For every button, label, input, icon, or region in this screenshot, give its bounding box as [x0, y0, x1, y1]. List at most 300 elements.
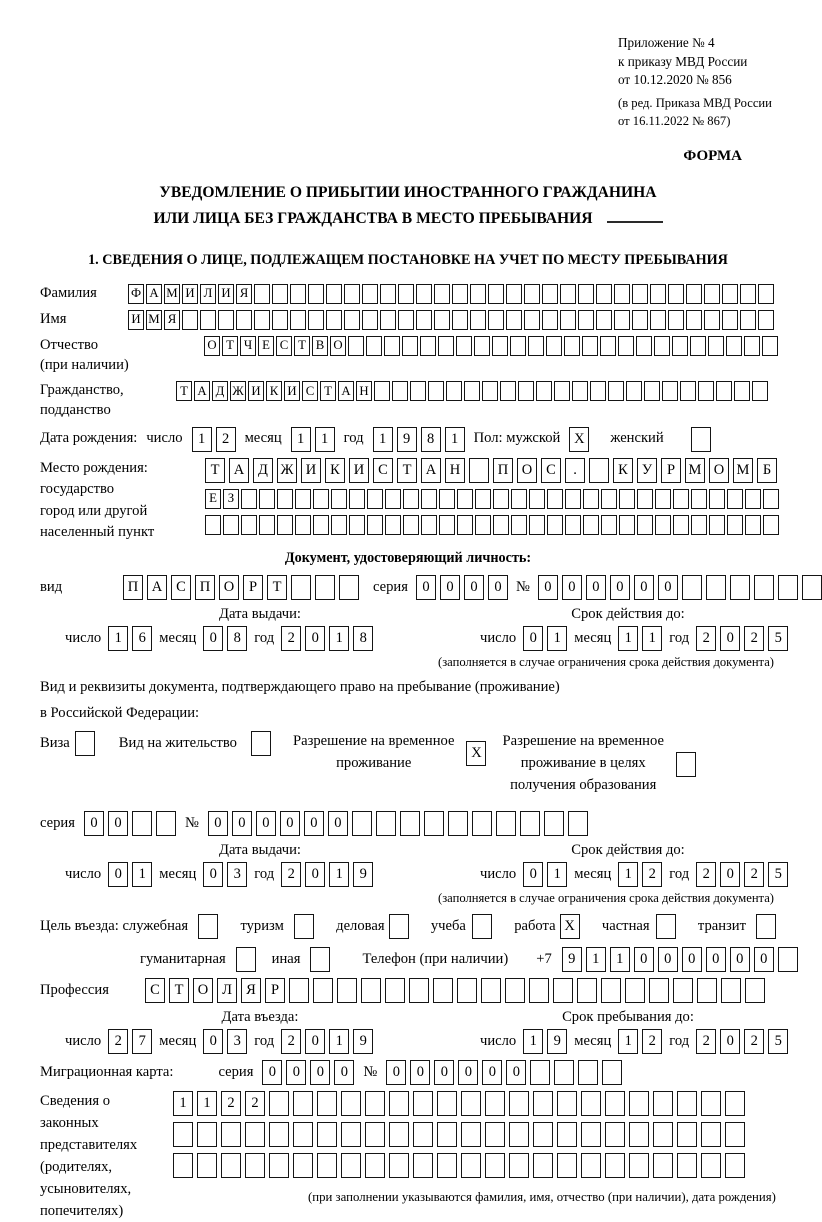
char-cell[interactable]: 1 [108, 626, 128, 651]
char-cell[interactable]: 2 [744, 626, 764, 651]
char-cell[interactable] [492, 336, 508, 356]
patronymic-cells[interactable] [204, 336, 778, 356]
char-cell[interactable]: 2 [744, 1029, 764, 1054]
char-cell[interactable] [533, 1091, 553, 1116]
char-cell[interactable] [251, 731, 271, 756]
char-cell[interactable]: Р [661, 458, 681, 483]
char-cell[interactable] [437, 1091, 457, 1116]
char-cell[interactable] [608, 381, 624, 401]
char-cell[interactable] [528, 336, 544, 356]
char-cell[interactable] [673, 978, 693, 1003]
char-cell[interactable] [269, 1153, 289, 1178]
char-cell[interactable] [625, 978, 645, 1003]
char-cell[interactable]: 1 [329, 626, 349, 651]
char-cell[interactable]: Е [258, 336, 274, 356]
char-cell[interactable]: Т [320, 381, 336, 401]
char-cell[interactable]: 0 [634, 947, 654, 972]
char-cell[interactable]: 0 [208, 811, 228, 836]
char-cell[interactable] [398, 284, 414, 304]
char-cell[interactable] [596, 310, 612, 330]
purpose-work-checkbox[interactable] [560, 914, 580, 939]
char-cell[interactable]: С [145, 978, 165, 1003]
char-cell[interactable] [758, 284, 774, 304]
char-cell[interactable] [254, 310, 270, 330]
char-cell[interactable] [744, 336, 760, 356]
char-cell[interactable]: 0 [334, 1060, 354, 1085]
char-cell[interactable] [706, 575, 726, 600]
char-cell[interactable] [618, 336, 634, 356]
char-cell[interactable] [605, 1122, 625, 1147]
char-cell[interactable]: 5 [768, 626, 788, 651]
char-cell[interactable] [565, 515, 581, 535]
char-cell[interactable]: 0 [305, 862, 325, 887]
char-cell[interactable] [727, 515, 743, 535]
char-cell[interactable]: И [182, 284, 198, 304]
char-cell[interactable]: 9 [353, 1029, 373, 1054]
res-issue-month-cells[interactable] [203, 862, 247, 887]
char-cell[interactable]: 1 [610, 947, 630, 972]
doc-valid-year-cells[interactable] [696, 626, 788, 651]
char-cell[interactable] [619, 489, 635, 509]
stay-year-cells[interactable] [696, 1029, 788, 1054]
char-cell[interactable]: И [284, 381, 300, 401]
char-cell[interactable] [313, 978, 333, 1003]
char-cell[interactable] [581, 1122, 601, 1147]
char-cell[interactable] [691, 427, 711, 452]
char-cell[interactable] [637, 515, 653, 535]
char-cell[interactable] [413, 1091, 433, 1116]
char-cell[interactable]: 0 [610, 575, 630, 600]
char-cell[interactable]: О [709, 458, 729, 483]
char-cell[interactable] [509, 1091, 529, 1116]
char-cell[interactable]: 0 [706, 947, 726, 972]
char-cell[interactable] [530, 1060, 550, 1085]
char-cell[interactable] [259, 489, 275, 509]
char-cell[interactable] [295, 489, 311, 509]
birth-day-cells[interactable] [192, 427, 236, 452]
char-cell[interactable] [726, 336, 742, 356]
char-cell[interactable] [637, 489, 653, 509]
char-cell[interactable]: 0 [658, 575, 678, 600]
doc-type-cells[interactable] [123, 575, 359, 600]
res-issue-day-cells[interactable] [108, 862, 152, 887]
sex-female-checkbox[interactable] [691, 427, 711, 452]
char-cell[interactable] [241, 489, 257, 509]
char-cell[interactable] [590, 381, 606, 401]
char-cell[interactable] [493, 489, 509, 509]
char-cell[interactable]: И [349, 458, 369, 483]
char-cell[interactable] [505, 978, 525, 1003]
char-cell[interactable] [376, 811, 396, 836]
char-cell[interactable] [511, 515, 527, 535]
char-cell[interactable] [485, 1122, 505, 1147]
char-cell[interactable]: Л [217, 978, 237, 1003]
char-cell[interactable] [554, 381, 570, 401]
char-cell[interactable]: 1 [547, 626, 567, 651]
char-cell[interactable] [446, 381, 462, 401]
char-cell[interactable] [236, 947, 256, 972]
char-cell[interactable]: А [146, 284, 162, 304]
char-cell[interactable] [367, 515, 383, 535]
char-cell[interactable]: 0 [658, 947, 678, 972]
char-cell[interactable] [389, 1091, 409, 1116]
char-cell[interactable]: X [466, 741, 486, 766]
char-cell[interactable] [452, 284, 468, 304]
char-cell[interactable] [668, 310, 684, 330]
char-cell[interactable] [745, 978, 765, 1003]
char-cell[interactable]: 2 [642, 1029, 662, 1054]
char-cell[interactable] [223, 515, 239, 535]
char-cell[interactable] [424, 811, 444, 836]
char-cell[interactable] [676, 752, 696, 777]
char-cell[interactable] [509, 1153, 529, 1178]
char-cell[interactable] [698, 381, 714, 401]
char-cell[interactable] [331, 515, 347, 535]
char-cell[interactable] [200, 310, 216, 330]
char-cell[interactable] [475, 489, 491, 509]
char-cell[interactable]: 0 [203, 862, 223, 887]
char-cell[interactable] [763, 489, 779, 509]
char-cell[interactable] [367, 489, 383, 509]
char-cell[interactable]: 2 [281, 626, 301, 651]
char-cell[interactable]: Б [757, 458, 777, 483]
char-cell[interactable] [506, 284, 522, 304]
char-cell[interactable]: 8 [421, 427, 441, 452]
citizenship-cells[interactable] [176, 381, 768, 401]
char-cell[interactable] [269, 1122, 289, 1147]
char-cell[interactable] [673, 489, 689, 509]
purpose-other-checkbox[interactable] [310, 947, 330, 972]
char-cell[interactable] [754, 575, 774, 600]
char-cell[interactable]: 0 [386, 1060, 406, 1085]
char-cell[interactable] [457, 515, 473, 535]
char-cell[interactable] [649, 978, 669, 1003]
char-cell[interactable]: О [204, 336, 220, 356]
char-cell[interactable]: Т [267, 575, 287, 600]
char-cell[interactable] [434, 284, 450, 304]
char-cell[interactable] [398, 310, 414, 330]
char-cell[interactable] [456, 336, 472, 356]
char-cell[interactable]: 0 [464, 575, 484, 600]
char-cell[interactable] [317, 1091, 337, 1116]
char-cell[interactable] [680, 381, 696, 401]
legal-cells-row1[interactable] [173, 1091, 776, 1116]
char-cell[interactable] [365, 1122, 385, 1147]
char-cell[interactable] [701, 1091, 721, 1116]
res-valid-day-cells[interactable] [523, 862, 567, 887]
char-cell[interactable]: С [276, 336, 292, 356]
char-cell[interactable] [697, 978, 717, 1003]
char-cell[interactable] [481, 978, 501, 1003]
char-cell[interactable]: П [123, 575, 143, 600]
char-cell[interactable] [672, 336, 688, 356]
char-cell[interactable] [313, 515, 329, 535]
char-cell[interactable] [182, 310, 198, 330]
char-cell[interactable]: 1 [192, 427, 212, 452]
char-cell[interactable] [500, 381, 516, 401]
char-cell[interactable]: С [171, 575, 191, 600]
char-cell[interactable] [725, 1153, 745, 1178]
doc-issue-day-cells[interactable] [108, 626, 152, 651]
char-cell[interactable]: Я [164, 310, 180, 330]
char-cell[interactable] [636, 336, 652, 356]
char-cell[interactable] [197, 1153, 217, 1178]
char-cell[interactable] [308, 284, 324, 304]
char-cell[interactable] [662, 381, 678, 401]
char-cell[interactable] [762, 336, 778, 356]
char-cell[interactable] [293, 1122, 313, 1147]
char-cell[interactable] [704, 284, 720, 304]
char-cell[interactable] [589, 458, 609, 483]
char-cell[interactable]: А [194, 381, 210, 401]
profession-cells[interactable] [145, 978, 765, 1003]
stay-day-cells[interactable] [523, 1029, 567, 1054]
char-cell[interactable]: 0 [488, 575, 508, 600]
char-cell[interactable] [290, 284, 306, 304]
char-cell[interactable] [291, 575, 311, 600]
char-cell[interactable]: Т [294, 336, 310, 356]
char-cell[interactable] [581, 1091, 601, 1116]
char-cell[interactable] [758, 310, 774, 330]
birthplace-cells-row2[interactable] [205, 489, 779, 509]
char-cell[interactable]: О [330, 336, 346, 356]
char-cell[interactable]: И [128, 310, 144, 330]
char-cell[interactable] [691, 515, 707, 535]
char-cell[interactable]: 1 [291, 427, 311, 452]
stay-month-cells[interactable] [618, 1029, 662, 1054]
char-cell[interactable] [485, 1153, 505, 1178]
char-cell[interactable]: К [325, 458, 345, 483]
char-cell[interactable]: 0 [754, 947, 774, 972]
purpose-official-checkbox[interactable] [198, 914, 218, 939]
char-cell[interactable] [475, 515, 491, 535]
char-cell[interactable] [464, 381, 480, 401]
char-cell[interactable] [629, 1122, 649, 1147]
char-cell[interactable] [677, 1122, 697, 1147]
char-cell[interactable] [315, 575, 335, 600]
char-cell[interactable] [374, 381, 390, 401]
char-cell[interactable]: И [301, 458, 321, 483]
char-cell[interactable] [601, 515, 617, 535]
char-cell[interactable] [600, 336, 616, 356]
char-cell[interactable] [218, 310, 234, 330]
char-cell[interactable]: 0 [482, 1060, 502, 1085]
char-cell[interactable] [560, 310, 576, 330]
char-cell[interactable]: 9 [397, 427, 417, 452]
char-cell[interactable] [727, 489, 743, 509]
char-cell[interactable] [294, 914, 314, 939]
char-cell[interactable]: 0 [108, 811, 128, 836]
char-cell[interactable] [457, 489, 473, 509]
char-cell[interactable]: 1 [315, 427, 335, 452]
char-cell[interactable] [428, 381, 444, 401]
char-cell[interactable]: С [373, 458, 393, 483]
char-cell[interactable] [650, 284, 666, 304]
legal-cells-row2[interactable] [173, 1122, 776, 1147]
char-cell[interactable] [493, 515, 509, 535]
char-cell[interactable] [547, 515, 563, 535]
char-cell[interactable]: 9 [562, 947, 582, 972]
name-cells[interactable] [128, 310, 774, 330]
char-cell[interactable]: 8 [227, 626, 247, 651]
char-cell[interactable] [730, 575, 750, 600]
char-cell[interactable] [277, 489, 293, 509]
char-cell[interactable]: 8 [353, 626, 373, 651]
char-cell[interactable]: 2 [281, 1029, 301, 1054]
char-cell[interactable] [380, 284, 396, 304]
char-cell[interactable]: 0 [305, 1029, 325, 1054]
char-cell[interactable] [686, 310, 702, 330]
char-cell[interactable] [763, 515, 779, 535]
char-cell[interactable] [708, 336, 724, 356]
char-cell[interactable] [413, 1153, 433, 1178]
char-cell[interactable] [474, 336, 490, 356]
char-cell[interactable] [461, 1122, 481, 1147]
char-cell[interactable] [677, 1153, 697, 1178]
char-cell[interactable] [317, 1153, 337, 1178]
res-number-cells[interactable] [208, 811, 588, 836]
char-cell[interactable] [581, 1153, 601, 1178]
char-cell[interactable] [392, 381, 408, 401]
birthplace-cells-row1[interactable] [205, 458, 779, 483]
mig-number-cells[interactable] [386, 1060, 622, 1085]
char-cell[interactable] [524, 284, 540, 304]
legal-cells-row3[interactable] [173, 1153, 776, 1178]
char-cell[interactable] [496, 811, 516, 836]
char-cell[interactable] [205, 515, 221, 535]
char-cell[interactable]: 1 [329, 1029, 349, 1054]
char-cell[interactable] [197, 1122, 217, 1147]
char-cell[interactable] [518, 381, 534, 401]
char-cell[interactable] [400, 811, 420, 836]
char-cell[interactable] [198, 914, 218, 939]
char-cell[interactable] [690, 336, 706, 356]
char-cell[interactable]: К [266, 381, 282, 401]
char-cell[interactable] [614, 310, 630, 330]
char-cell[interactable]: X [569, 427, 589, 452]
char-cell[interactable]: Ж [277, 458, 297, 483]
birthplace-cells-row3[interactable] [205, 515, 779, 535]
doc-issue-year-cells[interactable] [281, 626, 373, 651]
doc-valid-day-cells[interactable] [523, 626, 567, 651]
purpose-private-checkbox[interactable] [656, 914, 676, 939]
char-cell[interactable]: 0 [286, 1060, 306, 1085]
char-cell[interactable] [461, 1091, 481, 1116]
char-cell[interactable]: 0 [523, 862, 543, 887]
char-cell[interactable] [308, 310, 324, 330]
char-cell[interactable] [626, 381, 642, 401]
char-cell[interactable] [293, 1091, 313, 1116]
char-cell[interactable] [605, 1153, 625, 1178]
char-cell[interactable] [293, 1153, 313, 1178]
char-cell[interactable]: А [338, 381, 354, 401]
char-cell[interactable] [385, 489, 401, 509]
temp-residence-edu-checkbox[interactable] [676, 752, 696, 777]
char-cell[interactable]: 1 [173, 1091, 193, 1116]
char-cell[interactable] [362, 310, 378, 330]
char-cell[interactable]: 0 [506, 1060, 526, 1085]
char-cell[interactable] [557, 1153, 577, 1178]
char-cell[interactable] [339, 575, 359, 600]
char-cell[interactable] [553, 978, 573, 1003]
char-cell[interactable] [520, 811, 540, 836]
char-cell[interactable] [326, 284, 342, 304]
char-cell[interactable]: 2 [696, 862, 716, 887]
char-cell[interactable] [752, 381, 768, 401]
char-cell[interactable] [677, 1091, 697, 1116]
char-cell[interactable]: К [613, 458, 633, 483]
char-cell[interactable] [313, 489, 329, 509]
char-cell[interactable]: Т [169, 978, 189, 1003]
entry-day-cells[interactable] [108, 1029, 152, 1054]
char-cell[interactable] [709, 489, 725, 509]
char-cell[interactable] [469, 458, 489, 483]
char-cell[interactable] [554, 1060, 574, 1085]
char-cell[interactable] [529, 489, 545, 509]
char-cell[interactable] [602, 1060, 622, 1085]
char-cell[interactable] [722, 284, 738, 304]
char-cell[interactable] [577, 978, 597, 1003]
char-cell[interactable]: П [195, 575, 215, 600]
char-cell[interactable] [578, 1060, 598, 1085]
char-cell[interactable] [654, 336, 670, 356]
char-cell[interactable] [362, 284, 378, 304]
char-cell[interactable]: 0 [458, 1060, 478, 1085]
res-valid-month-cells[interactable] [618, 862, 662, 887]
char-cell[interactable] [380, 310, 396, 330]
char-cell[interactable]: 9 [547, 1029, 567, 1054]
char-cell[interactable]: Л [200, 284, 216, 304]
char-cell[interactable] [344, 310, 360, 330]
char-cell[interactable] [709, 515, 725, 535]
char-cell[interactable]: 6 [132, 626, 152, 651]
char-cell[interactable] [272, 284, 288, 304]
char-cell[interactable] [472, 811, 492, 836]
char-cell[interactable] [290, 310, 306, 330]
char-cell[interactable]: 1 [586, 947, 606, 972]
char-cell[interactable]: Т [205, 458, 225, 483]
char-cell[interactable] [632, 310, 648, 330]
char-cell[interactable] [365, 1091, 385, 1116]
char-cell[interactable] [470, 284, 486, 304]
char-cell[interactable] [704, 310, 720, 330]
char-cell[interactable] [341, 1091, 361, 1116]
char-cell[interactable] [221, 1153, 241, 1178]
char-cell[interactable] [344, 284, 360, 304]
char-cell[interactable] [416, 310, 432, 330]
char-cell[interactable] [509, 1122, 529, 1147]
char-cell[interactable] [653, 1122, 673, 1147]
temp-residence-checkbox[interactable] [466, 741, 486, 766]
purpose-tourism-checkbox[interactable] [294, 914, 314, 939]
char-cell[interactable] [582, 336, 598, 356]
doc-number-cells[interactable] [538, 575, 822, 600]
char-cell[interactable] [409, 978, 429, 1003]
char-cell[interactable]: С [302, 381, 318, 401]
char-cell[interactable] [365, 1153, 385, 1178]
char-cell[interactable]: 5 [768, 1029, 788, 1054]
char-cell[interactable] [740, 284, 756, 304]
char-cell[interactable]: 0 [203, 1029, 223, 1054]
char-cell[interactable] [361, 978, 381, 1003]
char-cell[interactable]: 2 [216, 427, 236, 452]
char-cell[interactable]: 1 [197, 1091, 217, 1116]
char-cell[interactable] [403, 489, 419, 509]
char-cell[interactable] [655, 515, 671, 535]
char-cell[interactable] [310, 947, 330, 972]
char-cell[interactable]: О [219, 575, 239, 600]
char-cell[interactable] [546, 336, 562, 356]
